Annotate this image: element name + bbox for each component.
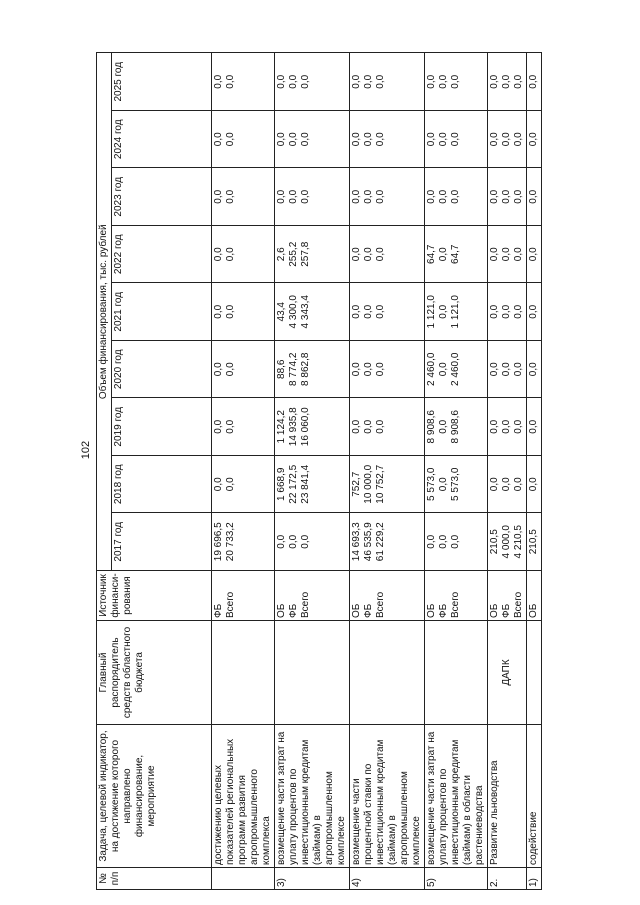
amount-cell bbox=[350, 168, 425, 226]
table-row bbox=[350, 53, 425, 890]
amount-cell bbox=[275, 53, 350, 111]
amount-value: 0,0 bbox=[300, 74, 311, 89]
funding-source-cell bbox=[350, 571, 425, 621]
table-row bbox=[212, 53, 275, 890]
amount-cell bbox=[527, 398, 542, 456]
amount-value: 0,0 bbox=[513, 247, 524, 262]
amount-value: 0,0 bbox=[426, 189, 437, 204]
amount-value: 0,0 bbox=[288, 132, 299, 147]
amount-value: 0,0 bbox=[363, 74, 374, 89]
amount-value: 0,0 bbox=[213, 304, 224, 319]
amount-value: 0,0 bbox=[363, 362, 374, 377]
funding-source: Всего bbox=[225, 591, 236, 618]
amount-value: 4 000,0 bbox=[501, 525, 512, 559]
amount-cell bbox=[527, 341, 542, 399]
amount-cell bbox=[488, 398, 527, 456]
funding-source: ФБ bbox=[213, 603, 224, 618]
amount-cell bbox=[275, 168, 350, 226]
header-source: Источник финанси-рования bbox=[97, 571, 212, 621]
table-row bbox=[275, 53, 350, 890]
amount-value: 0,0 bbox=[438, 304, 449, 319]
table-rotation-frame bbox=[96, 53, 608, 890]
amount-cell bbox=[275, 398, 350, 456]
amount-value: 5 573,0 bbox=[450, 467, 461, 501]
funding-source: ФБ bbox=[363, 603, 374, 618]
amount-value: 0,0 bbox=[351, 247, 362, 262]
amount-value: 43,4 bbox=[276, 302, 287, 322]
amount-value: 0,0 bbox=[351, 362, 362, 377]
amount-value: 0,0 bbox=[501, 132, 512, 147]
amount-value: 0,0 bbox=[450, 132, 461, 147]
financing-table bbox=[96, 52, 542, 890]
amount-cell bbox=[425, 226, 488, 284]
amount-cell bbox=[350, 226, 425, 284]
amount-value: 0,0 bbox=[450, 74, 461, 89]
amount-cell bbox=[425, 341, 488, 399]
table-body bbox=[212, 53, 542, 890]
amount-cell bbox=[275, 456, 350, 514]
amount-value: 0,0 bbox=[213, 362, 224, 377]
header-year: 2021 год bbox=[112, 283, 212, 341]
amount-value: 0,0 bbox=[513, 74, 524, 89]
budget-administrator bbox=[350, 621, 425, 725]
funding-source: ОБ bbox=[426, 603, 437, 618]
amount-cell bbox=[350, 398, 425, 456]
amount-value: 0,0 bbox=[501, 74, 512, 89]
header-year: 2017 год bbox=[112, 513, 212, 571]
amount-value: 0,0 bbox=[438, 534, 449, 549]
amount-cell bbox=[488, 168, 527, 226]
amount-cell bbox=[425, 111, 488, 169]
header-admin: Главный распорядитель средств областного бюджета bbox=[97, 621, 212, 725]
row-number bbox=[212, 868, 275, 890]
amount-cell bbox=[212, 226, 275, 284]
amount-cell bbox=[275, 226, 350, 284]
amount-value: 0,0 bbox=[351, 74, 362, 89]
amount-value: 5 573,0 bbox=[426, 467, 437, 501]
amount-value: 4 210,5 bbox=[513, 525, 524, 559]
amount-cell bbox=[425, 398, 488, 456]
amount-value: 0,0 bbox=[438, 362, 449, 377]
amount-value: 0,0 bbox=[351, 189, 362, 204]
header-year: 2018 год bbox=[112, 456, 212, 514]
amount-cell bbox=[425, 53, 488, 111]
amount-value: 88,6 bbox=[276, 359, 287, 379]
amount-value: 0,0 bbox=[513, 362, 524, 377]
budget-administrator: ДАПК bbox=[488, 621, 527, 725]
amount-value: 0,0 bbox=[213, 247, 224, 262]
funding-source: ОБ bbox=[351, 603, 362, 618]
amount-cell bbox=[488, 513, 527, 571]
amount-value: 10 752,7 bbox=[375, 464, 386, 504]
amount-value: 0,0 bbox=[375, 247, 386, 262]
amount-value: 64,7 bbox=[426, 244, 437, 264]
amount-value: 0,0 bbox=[528, 419, 539, 434]
amount-value: 0,0 bbox=[375, 132, 386, 147]
funding-source-cell bbox=[527, 571, 542, 621]
amount-value: 0,0 bbox=[501, 362, 512, 377]
amount-cell bbox=[350, 111, 425, 169]
amount-value: 8 774,2 bbox=[288, 352, 299, 386]
amount-cell bbox=[350, 283, 425, 341]
amount-value: 0,0 bbox=[225, 74, 236, 89]
amount-value: 0,0 bbox=[438, 74, 449, 89]
amount-value: 0,0 bbox=[288, 74, 299, 89]
amount-value: 0,0 bbox=[363, 419, 374, 434]
amount-cell bbox=[527, 53, 542, 111]
row-number: 4) bbox=[350, 868, 425, 890]
budget-administrator bbox=[425, 621, 488, 725]
row-number: 1) bbox=[527, 868, 542, 890]
funding-source: ФБ bbox=[438, 603, 449, 618]
amount-cell bbox=[275, 111, 350, 169]
amount-value: 0,0 bbox=[225, 304, 236, 319]
amount-value: 0,0 bbox=[300, 132, 311, 147]
amount-value: 0,0 bbox=[375, 304, 386, 319]
amount-value: 0,0 bbox=[513, 304, 524, 319]
amount-value: 61 229,2 bbox=[375, 522, 386, 562]
amount-value: 0,0 bbox=[489, 362, 500, 377]
amount-cell bbox=[527, 226, 542, 284]
table-row bbox=[425, 53, 488, 890]
amount-value: 23 841,4 bbox=[300, 464, 311, 504]
amount-value: 0,0 bbox=[528, 477, 539, 492]
funding-source: ОБ bbox=[528, 603, 539, 618]
amount-value: 0,0 bbox=[426, 534, 437, 549]
funding-source-cell bbox=[275, 571, 350, 621]
amount-cell bbox=[488, 111, 527, 169]
task-description: возмещение части процентной ставки по инвестиционным кредитам (займам) в агропромышленном комплексе bbox=[350, 725, 425, 868]
amount-value: 210,5 bbox=[528, 529, 539, 555]
amount-value: 4 343,4 bbox=[300, 295, 311, 329]
header-year: 2023 год bbox=[112, 168, 212, 226]
funding-source: Всего bbox=[513, 591, 524, 618]
amount-value: 14 693,3 bbox=[351, 522, 362, 562]
amount-value: 210,5 bbox=[489, 529, 500, 555]
table-sheet bbox=[96, 53, 608, 890]
amount-value: 0,0 bbox=[351, 419, 362, 434]
amount-cell bbox=[425, 456, 488, 514]
amount-cell bbox=[488, 53, 527, 111]
budget-administrator bbox=[212, 621, 275, 725]
funding-source: ОБ bbox=[276, 603, 287, 618]
amount-cell bbox=[425, 513, 488, 571]
amount-value: 1 124,2 bbox=[276, 410, 287, 444]
amount-value: 1 121,0 bbox=[426, 295, 437, 329]
amount-value: 14 935,8 bbox=[288, 407, 299, 447]
amount-value: 0,0 bbox=[489, 132, 500, 147]
header-year: 2022 год bbox=[112, 226, 212, 284]
amount-value: 0,0 bbox=[300, 534, 311, 549]
amount-value: 0,0 bbox=[438, 419, 449, 434]
amount-value: 0,0 bbox=[501, 247, 512, 262]
amount-value: 0,0 bbox=[276, 74, 287, 89]
amount-cell bbox=[527, 111, 542, 169]
amount-cell bbox=[488, 226, 527, 284]
amount-cell bbox=[527, 283, 542, 341]
page-number: 102 bbox=[80, 440, 92, 460]
amount-value: 20 733,2 bbox=[225, 522, 236, 562]
amount-value: 0,0 bbox=[528, 74, 539, 89]
amount-value: 2,6 bbox=[276, 247, 287, 262]
amount-value: 0,0 bbox=[438, 132, 449, 147]
row-number: 5) bbox=[425, 868, 488, 890]
budget-administrator bbox=[275, 621, 350, 725]
amount-value: 0,0 bbox=[426, 74, 437, 89]
amount-cell bbox=[212, 398, 275, 456]
amount-value: 0,0 bbox=[375, 419, 386, 434]
funding-source: ФБ bbox=[288, 603, 299, 618]
table-row bbox=[488, 53, 527, 890]
funding-source: Всего bbox=[300, 591, 311, 618]
amount-value: 0,0 bbox=[213, 477, 224, 492]
amount-value: 0,0 bbox=[375, 362, 386, 377]
amount-value: 0,0 bbox=[225, 477, 236, 492]
amount-value: 4 300,0 bbox=[288, 295, 299, 329]
funding-source-cell bbox=[488, 571, 527, 621]
amount-cell bbox=[425, 168, 488, 226]
header-num: № п/п bbox=[97, 868, 212, 890]
amount-cell bbox=[212, 513, 275, 571]
amount-value: 255,2 bbox=[288, 241, 299, 267]
task-description: возмещение части затрат на уплату процентов по инвестиционным кредитам (займам) в агропромышленном комплексе bbox=[275, 725, 350, 868]
amount-value: 0,0 bbox=[363, 132, 374, 147]
amount-value: 0,0 bbox=[489, 74, 500, 89]
amount-value: 0,0 bbox=[363, 189, 374, 204]
amount-value: 19 696,5 bbox=[213, 522, 224, 562]
amount-value: 46 535,9 bbox=[363, 522, 374, 562]
amount-value: 0,0 bbox=[501, 477, 512, 492]
amount-value: 2 460,0 bbox=[450, 352, 461, 386]
amount-cell bbox=[350, 513, 425, 571]
amount-cell bbox=[275, 513, 350, 571]
amount-value: 0,0 bbox=[225, 189, 236, 204]
amount-value: 0,0 bbox=[375, 74, 386, 89]
amount-value: 0,0 bbox=[489, 189, 500, 204]
amount-cell bbox=[488, 456, 527, 514]
amount-value: 0,0 bbox=[225, 362, 236, 377]
budget-administrator bbox=[527, 621, 542, 725]
amount-value: 0,0 bbox=[300, 189, 311, 204]
row-number: 3) bbox=[275, 868, 350, 890]
header-year: 2024 год bbox=[112, 111, 212, 169]
amount-cell bbox=[350, 53, 425, 111]
amount-value: 0,0 bbox=[513, 419, 524, 434]
header-task: Задача, целевой индикатор, на достижение которого направлено финансирование, мероприятие bbox=[97, 725, 212, 868]
header-year: 2025 год bbox=[112, 53, 212, 111]
amount-value: 0,0 bbox=[489, 419, 500, 434]
amount-value: 0,0 bbox=[450, 534, 461, 549]
amount-value: 0,0 bbox=[351, 304, 362, 319]
amount-value: 1 121,0 bbox=[450, 295, 461, 329]
amount-value: 0,0 bbox=[528, 247, 539, 262]
amount-value: 0,0 bbox=[363, 247, 374, 262]
amount-value: 0,0 bbox=[288, 189, 299, 204]
funding-source-cell bbox=[212, 571, 275, 621]
amount-value: 64,7 bbox=[450, 244, 461, 264]
amount-cell bbox=[275, 341, 350, 399]
amount-cell bbox=[488, 341, 527, 399]
amount-cell bbox=[350, 341, 425, 399]
amount-cell bbox=[212, 283, 275, 341]
task-description: содействие bbox=[527, 725, 542, 868]
task-description: возмещение части затрат на уплату процентов по инвестиционным кредитам (займам) в области растениеводства bbox=[425, 725, 488, 868]
amount-value: 0,0 bbox=[363, 304, 374, 319]
amount-value: 0,0 bbox=[288, 534, 299, 549]
funding-source: Всего bbox=[375, 591, 386, 618]
header-volume: Объем финансирования, тыс. рублей bbox=[97, 53, 112, 571]
amount-value: 0,0 bbox=[276, 534, 287, 549]
funding-source-cell bbox=[425, 571, 488, 621]
amount-value: 0,0 bbox=[513, 477, 524, 492]
amount-value: 1 668,9 bbox=[276, 467, 287, 501]
amount-cell bbox=[527, 168, 542, 226]
amount-value: 0,0 bbox=[513, 132, 524, 147]
amount-value: 0,0 bbox=[225, 247, 236, 262]
amount-value: 0,0 bbox=[450, 189, 461, 204]
amount-value: 0,0 bbox=[351, 132, 362, 147]
row-number: 2. bbox=[488, 868, 527, 890]
amount-value: 8 908,6 bbox=[450, 410, 461, 444]
header-year: 2020 год bbox=[112, 341, 212, 399]
amount-cell bbox=[275, 283, 350, 341]
amount-value: 0,0 bbox=[225, 419, 236, 434]
amount-value: 0,0 bbox=[528, 304, 539, 319]
amount-value: 0,0 bbox=[489, 477, 500, 492]
amount-value: 0,0 bbox=[489, 304, 500, 319]
task-description: Развитие льноводства bbox=[488, 725, 527, 868]
amount-value: 0,0 bbox=[528, 362, 539, 377]
amount-value: 0,0 bbox=[213, 74, 224, 89]
amount-value: 0,0 bbox=[513, 189, 524, 204]
amount-value: 0,0 bbox=[501, 304, 512, 319]
amount-cell bbox=[212, 456, 275, 514]
amount-cell bbox=[527, 456, 542, 514]
amount-value: 752,7 bbox=[351, 471, 362, 497]
amount-value: 10 000,0 bbox=[363, 464, 374, 504]
amount-value: 2 460,0 bbox=[426, 352, 437, 386]
amount-value: 0,0 bbox=[438, 477, 449, 492]
amount-value: 0,0 bbox=[276, 132, 287, 147]
amount-value: 0,0 bbox=[276, 189, 287, 204]
amount-value: 0,0 bbox=[501, 419, 512, 434]
amount-value: 0,0 bbox=[375, 189, 386, 204]
amount-value: 0,0 bbox=[489, 247, 500, 262]
amount-cell bbox=[212, 341, 275, 399]
amount-value: 22 172,5 bbox=[288, 464, 299, 504]
amount-cell bbox=[425, 283, 488, 341]
amount-value: 257,8 bbox=[300, 241, 311, 267]
amount-value: 0,0 bbox=[528, 189, 539, 204]
amount-value: 0,0 bbox=[501, 189, 512, 204]
amount-value: 8 908,6 bbox=[426, 410, 437, 444]
amount-value: 0,0 bbox=[438, 189, 449, 204]
amount-value: 0,0 bbox=[528, 132, 539, 147]
task-description: достижению целевых показателей региональных программ развития агропромышленного комплекса bbox=[212, 725, 275, 868]
amount-cell bbox=[350, 456, 425, 514]
amount-value: 16 060,0 bbox=[300, 407, 311, 447]
table-row bbox=[527, 53, 542, 890]
funding-source: ОБ bbox=[489, 603, 500, 618]
amount-value: 0,0 bbox=[438, 247, 449, 262]
amount-cell bbox=[527, 513, 542, 571]
amount-value: 8 862,8 bbox=[300, 352, 311, 386]
amount-cell bbox=[488, 283, 527, 341]
funding-source: Всего bbox=[450, 591, 461, 618]
amount-cell bbox=[212, 111, 275, 169]
amount-cell bbox=[212, 53, 275, 111]
header-year: 2019 год bbox=[112, 398, 212, 456]
amount-value: 0,0 bbox=[213, 419, 224, 434]
amount-value: 0,0 bbox=[213, 189, 224, 204]
amount-value: 0,0 bbox=[213, 132, 224, 147]
funding-source: ФБ bbox=[501, 603, 512, 618]
amount-cell bbox=[212, 168, 275, 226]
amount-value: 0,0 bbox=[225, 132, 236, 147]
amount-value: 0,0 bbox=[426, 132, 437, 147]
